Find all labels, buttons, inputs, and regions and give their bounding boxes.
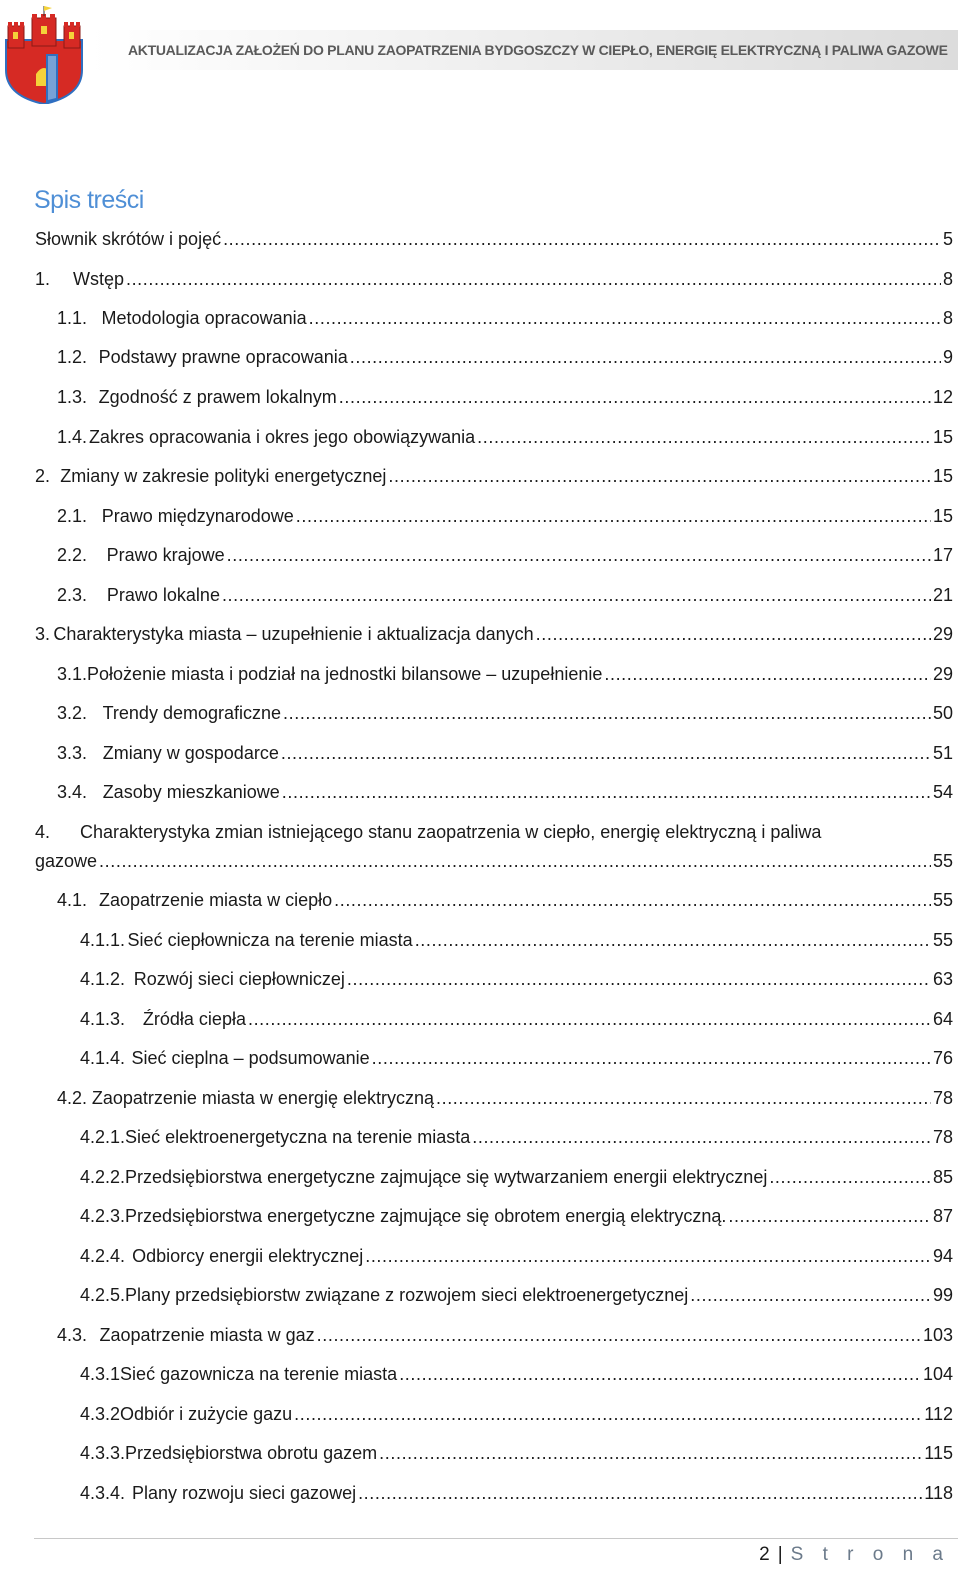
toc-entry-page: 50 bbox=[932, 703, 953, 723]
toc-entry-number: 4.1.4. bbox=[80, 1048, 126, 1068]
toc-leader-dots bbox=[769, 1166, 931, 1188]
toc-leader-dots bbox=[399, 1363, 921, 1385]
toc-entry[interactable] bbox=[57, 702, 953, 724]
toc-entry-number: 1.2. bbox=[57, 347, 88, 367]
toc-entry-number: 3.4. bbox=[57, 782, 88, 802]
toc-entry-text: Odbiorcy energii elektrycznej bbox=[132, 1246, 364, 1266]
toc-leader-dots bbox=[334, 889, 931, 911]
toc-entry-text: Słownik skrótów i pojęć bbox=[35, 229, 222, 249]
toc-entry-number: 4.3.4. bbox=[80, 1483, 126, 1503]
toc-entry[interactable] bbox=[80, 1008, 953, 1030]
toc-entry-page: 55 bbox=[932, 890, 953, 910]
toc-leader-dots bbox=[281, 742, 931, 764]
toc-entry[interactable] bbox=[80, 1403, 953, 1425]
toc-entry[interactable] bbox=[57, 544, 953, 566]
toc-entry-text: Zmiany w zakresie polityki energetycznej bbox=[60, 466, 387, 486]
toc-leader-dots bbox=[126, 268, 941, 290]
toc-leader-dots bbox=[358, 1482, 922, 1504]
toc-entry-number: 2.2. bbox=[57, 545, 88, 565]
toc-entry[interactable] bbox=[80, 1245, 953, 1267]
toc-entry-text: Rozwój sieci ciepłowniczej bbox=[133, 969, 345, 989]
toc-entry-number: 1.1. bbox=[57, 308, 88, 328]
toc-entry-text: Sieć elektroenergetyczna na terenie miasta bbox=[125, 1127, 471, 1147]
toc-leader-dots bbox=[223, 228, 941, 250]
toc-entry-text: Zaopatrzenie miasta w gaz bbox=[99, 1325, 315, 1345]
toc-leader-dots bbox=[248, 1008, 931, 1030]
toc-entry-number: 4.2. bbox=[57, 1088, 88, 1108]
toc-leader-dots bbox=[536, 623, 931, 645]
toc-entry-number: 4.3.1 bbox=[80, 1364, 121, 1384]
toc-entry-page: 87 bbox=[932, 1206, 953, 1226]
toc-entry-text: Plany rozwoju sieci gazowej bbox=[131, 1483, 357, 1503]
toc-entry-line-1[interactable] bbox=[35, 821, 953, 843]
toc-entry-number: 3. bbox=[35, 624, 51, 644]
toc-entry-text: Prawo międzynarodowe bbox=[101, 506, 294, 526]
toc-leader-dots bbox=[372, 1047, 931, 1069]
toc-leader-dots bbox=[477, 426, 931, 448]
toc-leader-dots bbox=[436, 1087, 931, 1109]
toc-entry-text: Odbiór i zużycie gazu bbox=[120, 1404, 293, 1424]
toc-entry-text: Przedsiębiorstwa obrotu gazem bbox=[125, 1443, 378, 1463]
toc-entry-text: Zakres opracowania i okres jego obowiązywania bbox=[88, 427, 476, 447]
toc-entry-page: 21 bbox=[932, 585, 953, 605]
toc-leader-dots bbox=[339, 386, 931, 408]
toc-entry[interactable] bbox=[35, 268, 953, 290]
toc-entry[interactable] bbox=[80, 1363, 953, 1385]
toc-entry[interactable] bbox=[57, 742, 953, 764]
toc-entry-page: 12 bbox=[932, 387, 953, 407]
toc-entry-page: 15 bbox=[932, 506, 953, 526]
toc-entry-number: 4.2.4. bbox=[80, 1246, 126, 1266]
toc-entry[interactable] bbox=[80, 1126, 953, 1148]
toc-entry-page: 54 bbox=[932, 782, 953, 802]
toc-entry-number: 3.3. bbox=[57, 743, 88, 763]
toc-entry-page: 85 bbox=[932, 1167, 953, 1187]
toc-entry[interactable] bbox=[57, 307, 953, 329]
toc-entry-page: 29 bbox=[932, 624, 953, 644]
toc-entry-number: 3.1. bbox=[57, 664, 88, 684]
toc-entry-page: 63 bbox=[932, 969, 953, 989]
toc-entry[interactable] bbox=[57, 663, 953, 685]
toc-entry-page: 29 bbox=[932, 664, 953, 684]
toc-entry-number: 4.1. bbox=[57, 890, 88, 910]
page-footer bbox=[759, 1544, 950, 1566]
toc-entry-text: Plany przedsiębiorstw związane z rozwojem sieci elektroenergetycznej bbox=[125, 1285, 689, 1305]
footer-divider bbox=[34, 1538, 958, 1539]
toc-entry-text-continued: gazowe bbox=[35, 851, 98, 871]
toc-entry-text: Charakterystyka zmian istniejącego stanu zaopatrzenia w ciepło, energię elektryczną i paliwa bbox=[80, 822, 822, 842]
toc-entry-number: 4.1.1. bbox=[80, 930, 126, 950]
toc-title: Spis treści bbox=[34, 186, 144, 214]
toc-entry-page: 15 bbox=[932, 466, 953, 486]
toc-entry-text: Metodologia opracowania bbox=[101, 308, 307, 328]
toc-entry-text: Sieć ciepłownicza na terenie miasta bbox=[127, 930, 413, 950]
toc-entry[interactable] bbox=[80, 968, 953, 990]
toc-entry-number: 4.2.5. bbox=[80, 1285, 126, 1305]
toc-leader-dots bbox=[604, 663, 931, 685]
toc-entry-number: 4. bbox=[35, 822, 51, 842]
toc-entry[interactable] bbox=[80, 1205, 953, 1227]
toc-entry-text: Zaopatrzenie miasta w ciepło bbox=[99, 890, 333, 910]
toc-entry[interactable] bbox=[35, 465, 953, 487]
toc-leader-dots bbox=[347, 968, 931, 990]
toc-entry-page: 78 bbox=[932, 1088, 953, 1108]
toc-entry[interactable] bbox=[57, 584, 953, 606]
toc-entry-page: 8 bbox=[942, 269, 953, 289]
toc-entry-page: 78 bbox=[932, 1127, 953, 1147]
toc-entry-number: 2.3. bbox=[57, 585, 88, 605]
toc-leader-dots bbox=[388, 465, 931, 487]
toc-entry-page: 64 bbox=[932, 1009, 953, 1029]
toc-entry[interactable] bbox=[80, 1442, 953, 1464]
toc-entry[interactable] bbox=[80, 1047, 953, 1069]
toc-entry-number: 4.2.2. bbox=[80, 1167, 126, 1187]
toc-entry[interactable] bbox=[35, 228, 953, 250]
toc-entry-page: 55 bbox=[932, 851, 953, 871]
toc-leader-dots bbox=[365, 1245, 931, 1267]
toc-leader-dots bbox=[294, 1403, 922, 1425]
toc-entry-text: Źródła ciepła bbox=[142, 1009, 246, 1029]
toc-leader-dots bbox=[99, 850, 931, 872]
toc-entry[interactable] bbox=[80, 1482, 953, 1504]
toc-entry[interactable] bbox=[57, 505, 953, 527]
toc-entry-page: 9 bbox=[942, 347, 953, 367]
toc-entry-page: 5 bbox=[942, 229, 953, 249]
toc-entry[interactable] bbox=[57, 1324, 953, 1346]
toc-entry[interactable] bbox=[57, 346, 953, 368]
toc-entry[interactable] bbox=[57, 386, 953, 408]
toc-entry-text: Zmiany w gospodarce bbox=[102, 743, 279, 763]
toc-leader-dots bbox=[227, 544, 931, 566]
footer-separator: | bbox=[777, 1544, 783, 1565]
toc-entry-page: 51 bbox=[932, 743, 953, 763]
toc-entry-text: Podstawy prawne opracowania bbox=[98, 347, 348, 367]
toc-entry-number: 4.2.1. bbox=[80, 1127, 126, 1147]
toc-entry-page: 94 bbox=[932, 1246, 953, 1266]
toc-entry-text: Przedsiębiorstwa energetyczne zajmujące się obrotem energią elektryczną. bbox=[125, 1206, 727, 1226]
toc-entry-page: 112 bbox=[924, 1404, 953, 1424]
toc-entry-number: 2.1. bbox=[57, 506, 88, 526]
toc-entry[interactable] bbox=[57, 426, 953, 448]
toc-entry-page: 17 bbox=[932, 545, 953, 565]
toc-entry-number: 1. bbox=[35, 269, 51, 289]
toc-entry-number: 2. bbox=[35, 466, 51, 486]
toc-leader-dots bbox=[415, 929, 931, 951]
document-header-title: AKTUALIZACJA ZAŁOŻEŃ DO PLANU ZAOPATRZENIA BYDGOSZCZY W CIEPŁO, ENERGIĘ ELEKTRYCZNĄ I PALIWA GAZOWE bbox=[128, 42, 948, 58]
toc-leader-dots bbox=[690, 1284, 931, 1306]
toc-entry-line-2[interactable] bbox=[35, 850, 953, 872]
toc-entry-number: 4.3.3. bbox=[80, 1443, 126, 1463]
toc-entry-text: Zgodność z prawem lokalnym bbox=[98, 387, 337, 407]
toc-entry-number: 4.3. bbox=[57, 1325, 88, 1345]
toc-entry-page: 55 bbox=[932, 930, 953, 950]
toc-entry[interactable] bbox=[35, 623, 953, 645]
toc-entry-text: Zaopatrzenie miasta w energię elektryczną bbox=[91, 1088, 434, 1108]
toc-entry[interactable] bbox=[57, 889, 953, 911]
toc-entry-page: 99 bbox=[932, 1285, 953, 1305]
page-number: 2 bbox=[759, 1544, 770, 1565]
toc-leader-dots bbox=[317, 1324, 921, 1346]
toc-leader-dots bbox=[728, 1205, 931, 1227]
toc-entry-text: Zasoby mieszkaniowe bbox=[102, 782, 280, 802]
toc-entry-number: 4.1.2. bbox=[80, 969, 126, 989]
toc-entry-text: Charakterystyka miasta – uzupełnienie i aktualizacja danych bbox=[53, 624, 534, 644]
toc-entry-page: 104 bbox=[922, 1364, 953, 1384]
toc-entry-page: 118 bbox=[924, 1483, 953, 1503]
toc-leader-dots bbox=[282, 781, 931, 803]
toc-leader-dots bbox=[283, 702, 931, 724]
toc-entry[interactable] bbox=[57, 781, 953, 803]
toc-entry-number: 4.2.3. bbox=[80, 1206, 126, 1226]
toc-entry-number: 4.1.3. bbox=[80, 1009, 126, 1029]
toc-entry-text: Prawo krajowe bbox=[106, 545, 225, 565]
toc-leader-dots bbox=[350, 346, 941, 368]
toc-leader-dots bbox=[296, 505, 931, 527]
toc-entry[interactable] bbox=[80, 929, 953, 951]
toc-entry-text: Prawo lokalne bbox=[106, 585, 220, 605]
footer-label: S t r o n a bbox=[790, 1544, 950, 1565]
toc-leader-dots bbox=[472, 1126, 931, 1148]
toc-entry-text: Sieć gazownicza na terenie miasta bbox=[120, 1364, 398, 1384]
toc-entry-number: 3.2. bbox=[57, 703, 88, 723]
toc-entry-page: 115 bbox=[924, 1443, 953, 1463]
toc-entry-page: 8 bbox=[942, 308, 953, 328]
toc-entry-text: Wstęp bbox=[72, 269, 124, 289]
toc-entry-number: 4.3.2 bbox=[80, 1404, 121, 1424]
toc-entry-text: Trendy demograficzne bbox=[102, 703, 282, 723]
toc-entry-text: Położenie miasta i podział na jednostki bilansowe – uzupełnienie bbox=[87, 664, 603, 684]
toc-entry-text: Sieć cieplna – podsumowanie bbox=[131, 1048, 370, 1068]
toc-leader-dots bbox=[222, 584, 931, 606]
toc-entry[interactable] bbox=[80, 1284, 953, 1306]
toc-entry-text: Przedsiębiorstwa energetyczne zajmujące się wytwarzaniem energii elektrycznej bbox=[125, 1167, 768, 1187]
toc-entry-number: 1.4. bbox=[57, 427, 88, 447]
toc-entry[interactable] bbox=[80, 1166, 953, 1188]
toc-entry-page: 15 bbox=[932, 427, 953, 447]
toc-entry-page: 76 bbox=[932, 1048, 953, 1068]
toc-entry[interactable] bbox=[57, 1087, 953, 1109]
toc-leader-dots bbox=[379, 1442, 922, 1464]
toc-leader-dots bbox=[309, 307, 941, 329]
toc-entry-page: 103 bbox=[922, 1325, 953, 1345]
toc-entry-number: 1.3. bbox=[57, 387, 88, 407]
